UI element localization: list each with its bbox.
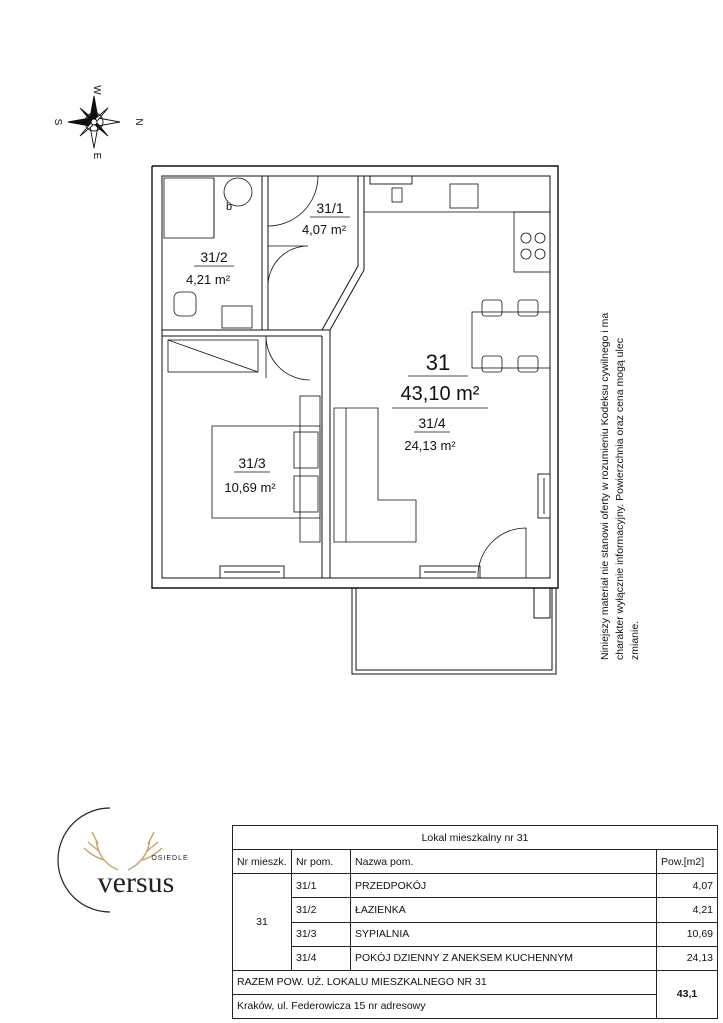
room-31-2-area: 4,21 m² (185, 272, 231, 287)
address-text: Kraków, ul. Federowicza 15 nr adresowy (233, 994, 657, 1018)
antlers-icon (84, 832, 162, 870)
row-area: 4,21 (657, 898, 718, 922)
apartment-area: 43,10 m² (400, 383, 480, 405)
row-name: SYPIALNIA (351, 922, 657, 946)
compass-n-label: N (133, 118, 144, 126)
unit-number: 31 (233, 874, 292, 971)
table-row (233, 874, 718, 898)
room-31-1-area: 4,07 m² (301, 222, 347, 237)
header-nr-mieszk: Nr mieszk. (233, 850, 292, 874)
row-area: 4,07 (657, 874, 718, 898)
room-31-1-id: 31/1 (316, 200, 344, 216)
compass-e-label: E (91, 152, 102, 160)
row-name: ŁAZIENKA (351, 898, 657, 922)
logo-small-text: OSIEDLE (151, 855, 189, 862)
row-name: PRZEDPOKÓJ (351, 874, 657, 898)
row-nr: 31/4 (292, 946, 351, 970)
row-area: 10,69 (657, 922, 718, 946)
row-nr: 31/3 (292, 922, 351, 946)
logo-big-text: versus (97, 866, 175, 899)
header-nr-pom: Nr pom. (292, 850, 351, 874)
row-nr: 31/2 (292, 898, 351, 922)
total-label: RAZEM POW. UŻ. LOKALU MIESZKALNEGO NR 31 (233, 970, 657, 994)
bedroom-furniture (168, 340, 320, 542)
kitchen-fixtures (364, 176, 550, 272)
total-value: 43,1 (657, 970, 718, 1018)
row-area: 24,13 (657, 946, 718, 970)
room-31-3-id: 31/3 (238, 455, 266, 471)
apartment-number: 31 (425, 350, 451, 375)
table-row (233, 898, 718, 922)
room-31-2-id: 31/2 (200, 249, 228, 265)
compass-w-label: W (91, 85, 102, 95)
balcony (352, 588, 556, 674)
header-nazwa-pom: Nazwa pom. (351, 850, 657, 874)
boiler-mark: b (226, 201, 233, 213)
dining-table (472, 300, 550, 372)
room-31-4-id: 31/4 (418, 415, 446, 431)
compass-rose-icon (68, 96, 120, 148)
room-area-table (232, 825, 718, 1019)
table-row (233, 922, 718, 946)
room-31-3-area: 10,69 m² (224, 480, 276, 495)
disclaimer-text: Niniejszy materiał nie stanowi oferty w rozumieniu Kodeksu cywilnego i ma charakter wyłącznie informacyjny. Powierzchnia oraz cena mogą ulec zmianie. (599, 312, 641, 660)
outer-walls (152, 166, 558, 588)
versus-logo (52, 800, 202, 920)
room-31-4-area: 24,13 m² (404, 438, 456, 453)
sofa (334, 408, 416, 542)
compass-s-label: S (52, 118, 63, 126)
header-pow: Pow.[m2] (657, 850, 718, 874)
table-row (233, 946, 718, 970)
table-title: Lokal mieszkalny nr 31 (233, 826, 718, 850)
row-nr: 31/1 (292, 874, 351, 898)
row-name: POKÓJ DZIENNY Z ANEKSEM KUCHENNYM (351, 946, 657, 970)
